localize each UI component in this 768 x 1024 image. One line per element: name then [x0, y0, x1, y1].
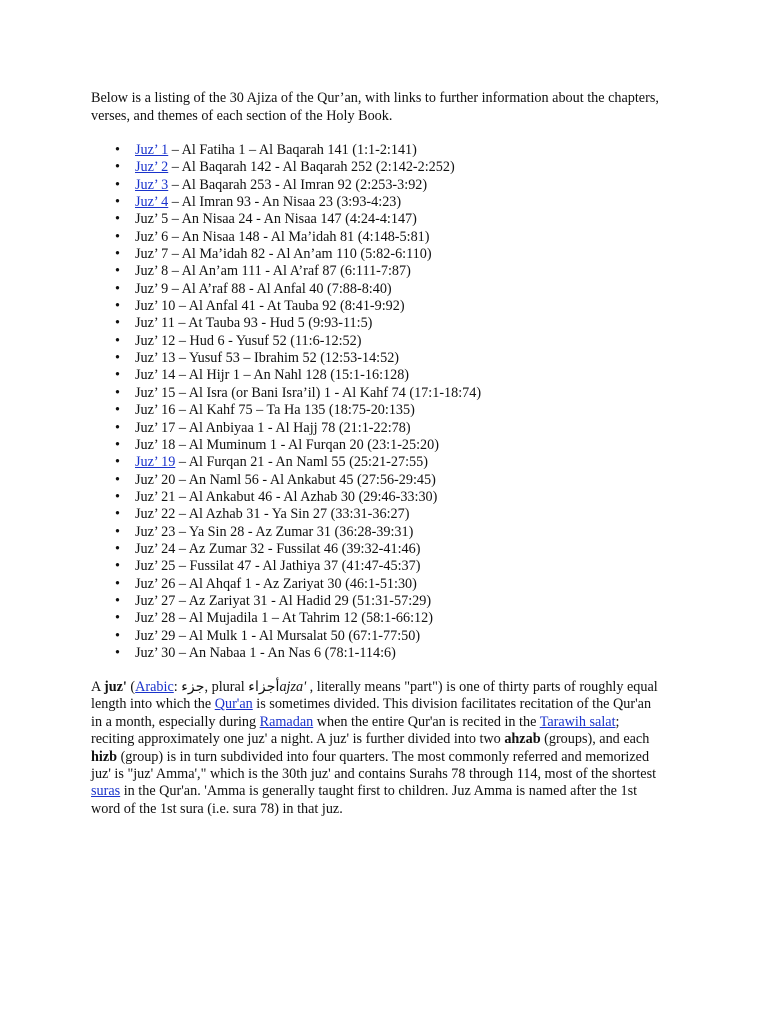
juz-list-item — [91, 263, 481, 280]
juz-range-text: – Al A’raf 88 - Al Anfal 40 (7:88-8:40) — [168, 280, 392, 297]
para-text: ; reciting approximately one juz' a night. A juz' is further divided into two — [91, 713, 620, 748]
juz-label: Juz’ 15 — [135, 384, 176, 401]
juz-label: Juz’ 25 — [135, 558, 176, 575]
arabic-link[interactable]: Arabic — [135, 679, 174, 695]
juz-range-text: – Ya Sin 28 - Az Zumar 31 (36:28-39:31) — [175, 523, 414, 540]
juz-list-item — [91, 315, 481, 332]
juz-label: Juz’ 26 — [135, 575, 176, 592]
hizb-term: hizb — [91, 748, 118, 765]
juz-label: Juz’ 20 — [135, 471, 176, 488]
intro-text: Below is a listing of the 30 Ajiza of the Qur’an, with links to further information about the chapters, verses, and themes of each section of the Holy Book. — [91, 90, 659, 124]
juz-list-item — [91, 402, 481, 419]
juz-list-item — [91, 610, 481, 627]
juz-link[interactable]: Juz’ 1 — [135, 142, 169, 158]
juz-list-item — [91, 593, 481, 610]
juz-range-text: – Hud 6 - Yusuf 52 (11:6-12:52) — [175, 332, 362, 349]
juz-list-item — [91, 246, 481, 263]
juz-list-item — [91, 367, 481, 384]
quran-link[interactable]: Qur'an — [214, 696, 253, 713]
juz-range-text: – An Nisaa 148 - Al Ma’idah 81 (4:148-5:81) — [168, 228, 430, 245]
juz-list-item — [91, 211, 481, 228]
para-text: ( — [126, 679, 136, 695]
juz-label: Juz’ 28 — [135, 610, 176, 627]
juz-label: Juz’ 17 — [135, 419, 176, 436]
juz-range-text: – Az Zariyat 31 - Al Hadid 29 (51:31-57:29) — [175, 592, 432, 609]
juz-label: Juz’ 5 — [135, 211, 169, 228]
juz-range-text: – Yusuf 53 – Ibrahim 52 (12:53-14:52) — [175, 350, 400, 367]
juz-list-item — [91, 298, 481, 315]
juz-label: Juz’ 11 — [135, 315, 175, 332]
juz-link[interactable]: Juz’ 19 — [135, 454, 176, 471]
juz-label: Juz’ 21 — [135, 488, 176, 505]
juz-range-text: – Fussilat 47 - Al Jathiya 37 (41:47-45:37) — [175, 558, 421, 575]
juz-list-item — [91, 524, 481, 541]
juz-label: Juz’ 10 — [135, 298, 176, 315]
juz-range-text: – Al Mujadila 1 – At Tahrim 12 (58:1-66:12) — [175, 610, 433, 627]
ramadan-link[interactable]: Ramadan — [259, 713, 314, 730]
juz-range-text: – Az Zumar 32 - Fussilat 46 (39:32-41:46) — [175, 540, 421, 557]
juz-list-item — [91, 420, 481, 437]
juz-link[interactable]: Juz’ 4 — [135, 194, 169, 211]
juz-label: Juz’ 16 — [135, 402, 176, 419]
juz-range-text: – Al Fatiha 1 – Al Baqarah 141 (1:1-2:141) — [168, 142, 417, 158]
juz-range-text: – Al Kahf 75 – Ta Ha 135 (18:75-20:135) — [175, 402, 415, 419]
juz-list-item — [91, 576, 481, 593]
juz-list-item — [91, 472, 481, 489]
juz-range-text: – Al Anbiyaa 1 - Al Hajj 78 (21:1-22:78) — [175, 419, 411, 436]
para-text: (groups), and each — [540, 731, 650, 748]
juz-range-text: – Al Ma’idah 82 - Al An’am 110 (5:82-6:110) — [168, 246, 432, 263]
juz-range-text: – Al Muminum 1 - Al Furqan 20 (23:1-25:20) — [175, 436, 439, 453]
juz-range-text: – Al Imran 93 - An Nisaa 23 (3:93-4:23) — [168, 194, 402, 211]
juz-list-item — [91, 194, 481, 211]
para-text: is sometimes divided. This division facilitates recitation of the Qur'an in a month, especially during — [91, 696, 652, 730]
para-text: (group) is in turn subdivided into four quarters. The most commonly referred and memorized juz' is "juz' Amma'," which is the 30th juz' and contains Surahs 78 through 114, most of the shortest — [91, 748, 657, 783]
juz-list-item — [91, 454, 481, 471]
juz-range-text: – Al Anfal 41 - At Tauba 92 (8:41-9:92) — [175, 298, 405, 315]
para-text: when the entire Qur'an is recited in the — [313, 713, 540, 730]
juz-label: Juz’ 6 — [135, 228, 169, 245]
juz-list — [91, 142, 481, 662]
juz-list-item — [91, 558, 481, 575]
para-text: A — [91, 679, 105, 695]
juz-range-text: – Al Mulk 1 - Al Mursalat 50 (67:1-77:50) — [175, 627, 421, 644]
juz-range-text: – Al Baqarah 253 - Al Imran 92 (2:253-3:92) — [168, 176, 428, 193]
juz-list-item — [91, 281, 481, 298]
juz-range-text: – Al An’am 111 - Al A’raf 87 (6:111-7:87) — [168, 263, 411, 280]
juz-list-item — [91, 385, 481, 402]
juz-label: Juz’ 18 — [135, 436, 176, 453]
juz-list-item — [91, 333, 481, 350]
ajza-term: ajza' — [279, 679, 307, 695]
juz-label: Juz’ 22 — [135, 506, 176, 523]
juz-label: Juz’ 8 — [135, 263, 169, 280]
juz-range-text: – Al Isra (or Bani Isra’il) 1 - Al Kahf 74 (17:1-18:74) — [175, 384, 482, 401]
tarawih-salat-link[interactable]: Tarawih salat — [539, 713, 616, 730]
juz-range-text: – Al Ahqaf 1 - Az Zariyat 30 (46:1-51:30) — [175, 575, 417, 592]
juz-label: Juz’ 23 — [135, 523, 176, 540]
juz-list-item — [91, 159, 481, 176]
para-text: : جزء, plural أجزاء — [173, 679, 280, 695]
para-text: , literally means "part") is one of thirty parts of roughly equal length into which the — [91, 679, 658, 713]
juz-label: Juz’ 12 — [135, 332, 176, 349]
juz-label: Juz’ 14 — [135, 367, 176, 384]
juz-label: Juz’ 9 — [135, 280, 169, 297]
juz-range-text: – Al Furqan 21 - An Naml 55 (25:21-27:55) — [175, 454, 428, 471]
juz-range-text: – An Nisaa 24 - An Nisaa 147 (4:24-4:147) — [168, 211, 417, 228]
juz-list-item — [91, 645, 481, 662]
juz-range-text: – An Nabaa 1 - An Nas 6 (78:1-114:6) — [175, 644, 396, 661]
juz-range-text: – Al Baqarah 142 - Al Baqarah 252 (2:142-2:252) — [168, 159, 455, 176]
juz-term: juz' — [104, 679, 127, 695]
ahzab-term: ahzab — [504, 731, 541, 748]
juz-range-text: – Al Hijr 1 – An Nahl 128 (15:1-16:128) — [175, 367, 410, 384]
juz-definition-paragraph — [91, 679, 661, 818]
juz-list-item — [91, 437, 481, 454]
juz-list-item — [91, 628, 481, 645]
juz-list-item — [91, 177, 481, 194]
juz-range-text: – Al Ankabut 46 - Al Azhab 30 (29:46-33:30) — [175, 488, 438, 505]
juz-label: Juz’ 7 — [135, 246, 169, 263]
juz-link[interactable]: Juz’ 3 — [135, 176, 169, 193]
juz-list-item — [91, 142, 481, 159]
juz-label: Juz’ 30 — [135, 644, 176, 661]
juz-label: Juz’ 24 — [135, 540, 176, 557]
juz-link[interactable]: Juz’ 2 — [135, 159, 169, 176]
para-text: in the Qur'an. 'Amma is generally taught first to children. Juz Amma is named after the 1st word of the 1st sura (i.e. sura 78) in that juz. — [91, 783, 638, 817]
juz-list-item — [91, 350, 481, 367]
juz-label: Juz’ 13 — [135, 350, 176, 367]
juz-list-item — [91, 489, 481, 506]
juz-range-text: – Al Azhab 31 - Ya Sin 27 (33:31-36:27) — [175, 506, 410, 523]
juz-list-item — [91, 229, 481, 246]
suras-link[interactable]: suras — [91, 783, 121, 800]
juz-list-item — [91, 541, 481, 558]
juz-range-text: – At Tauba 93 - Hud 5 (9:93-11:5) — [174, 315, 373, 332]
juz-label: Juz’ 29 — [135, 627, 176, 644]
juz-label: Juz’ 27 — [135, 592, 176, 609]
juz-range-text: – An Naml 56 - Al Ankabut 45 (27:56-29:45) — [175, 471, 436, 488]
juz-list-item — [91, 506, 481, 523]
